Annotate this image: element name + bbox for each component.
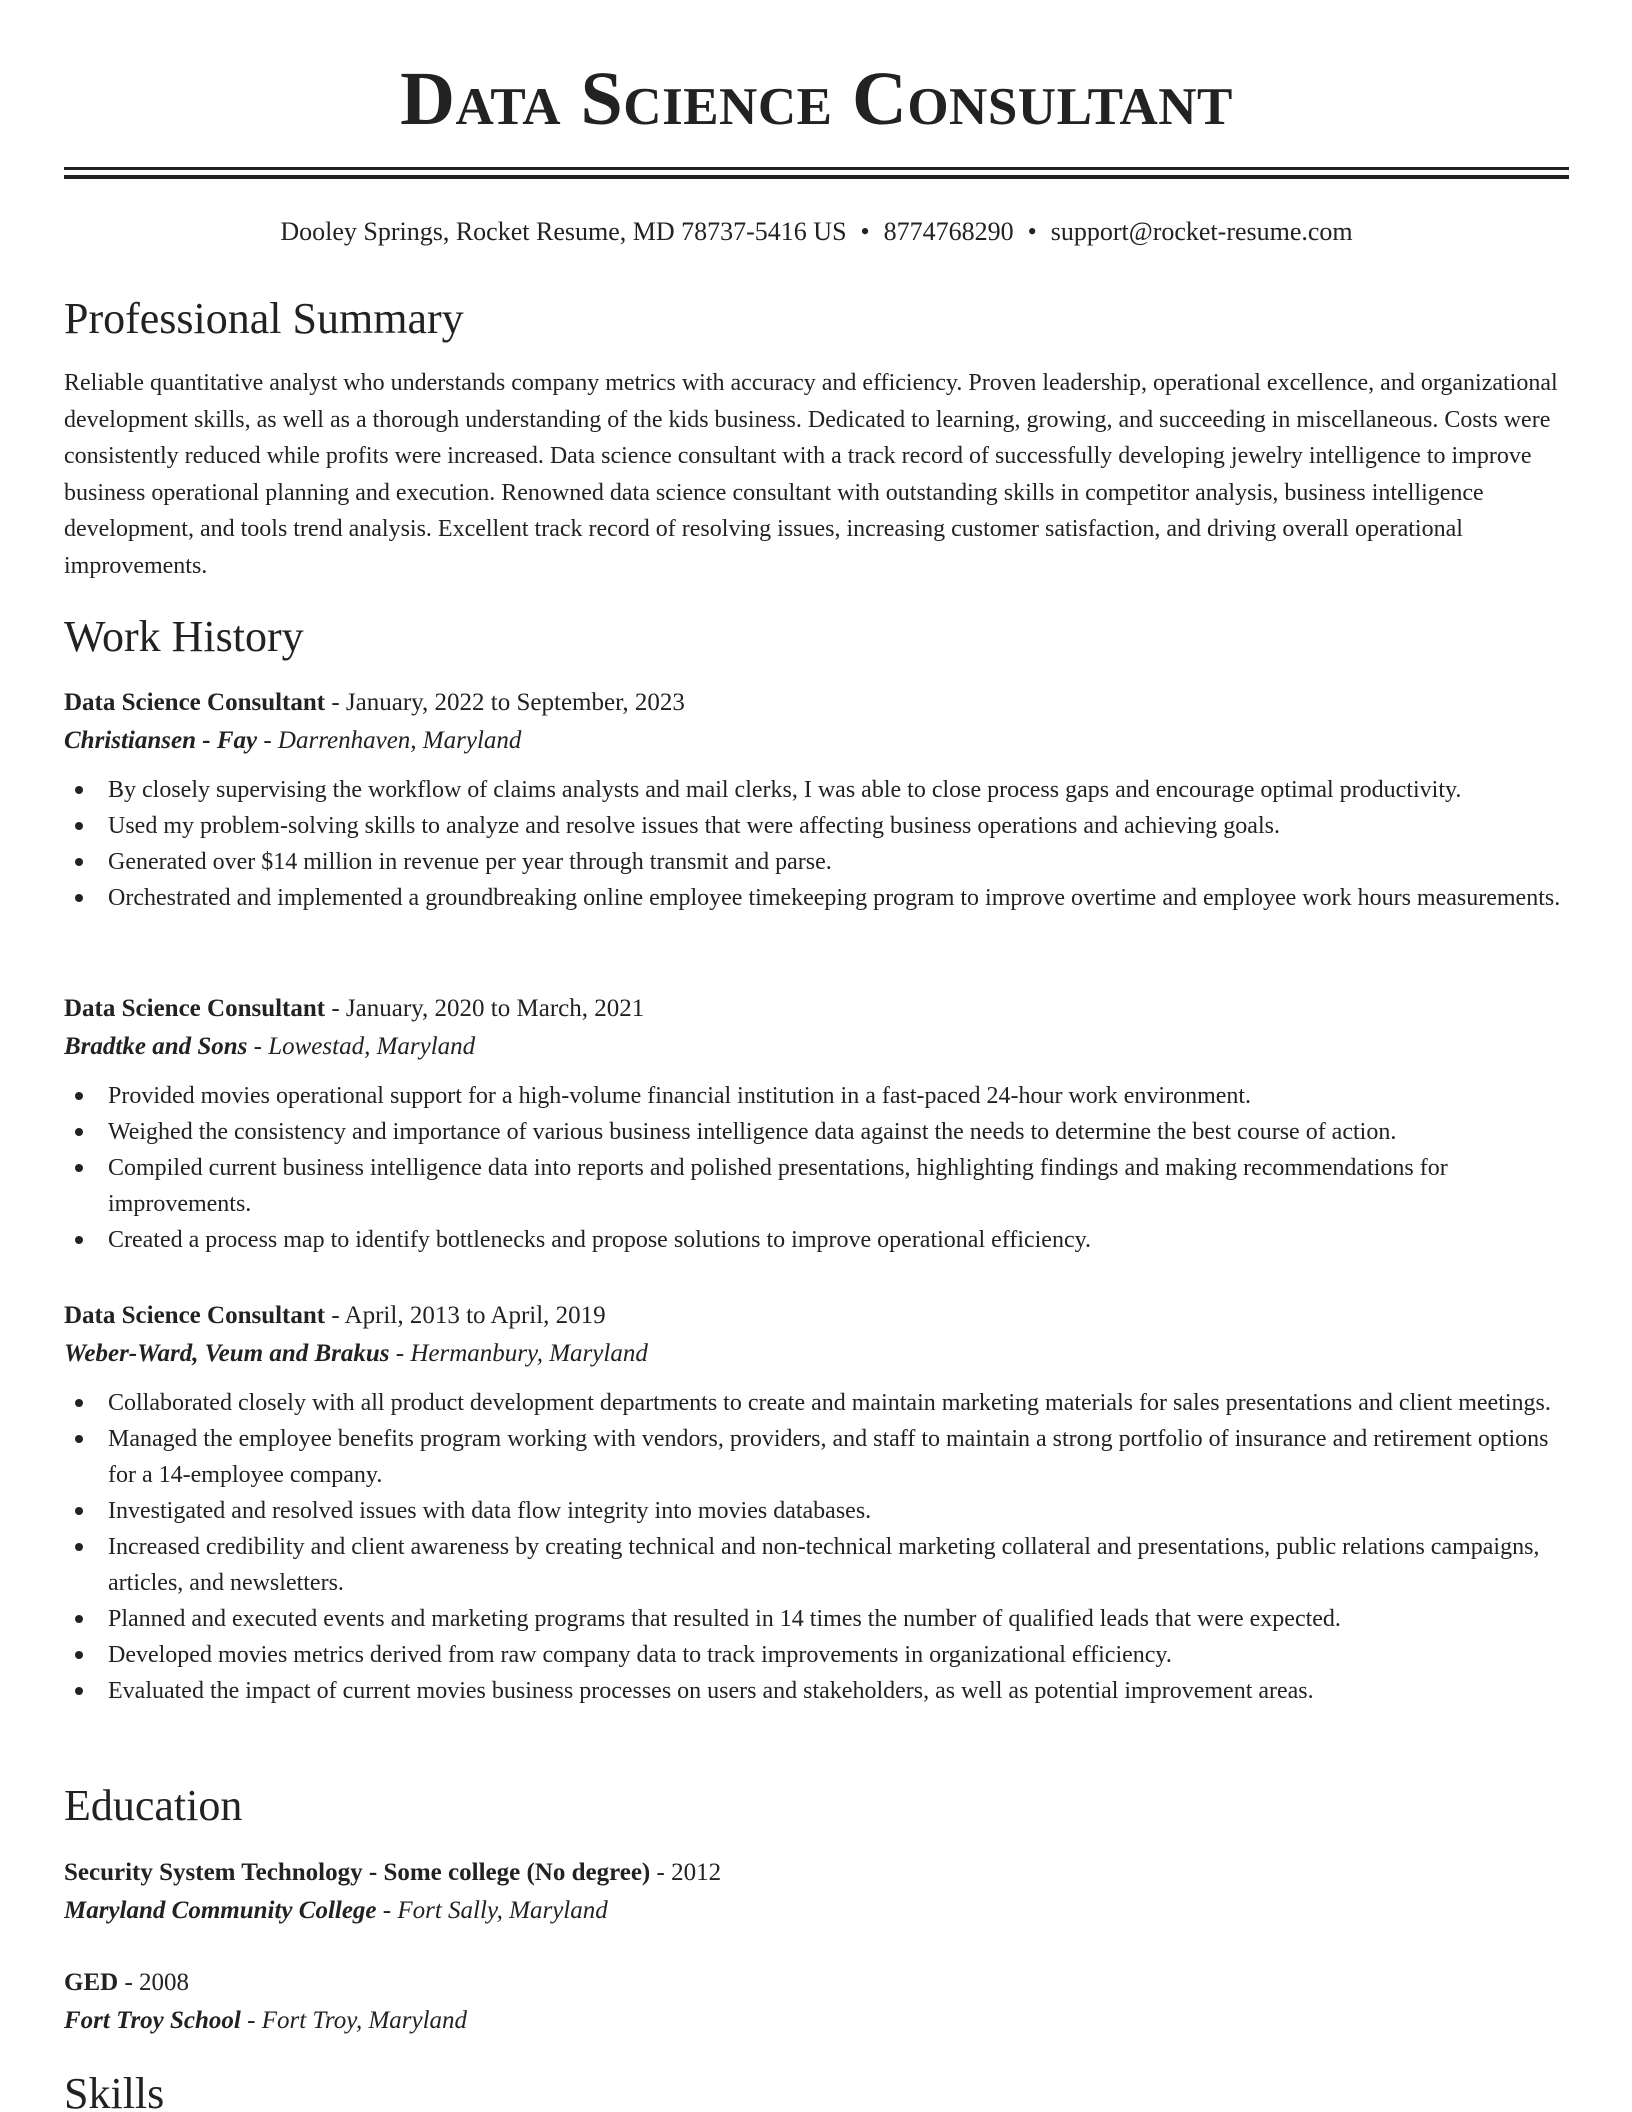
job-bullet-list: [64, 1078, 1569, 1258]
list-item: [108, 1493, 1569, 1529]
bullet-dot-icon: [75, 1399, 83, 1407]
contact-email: support@rocket-resume.com: [1050, 217, 1353, 246]
job-title-line: [64, 1297, 1569, 1335]
contact-separator: •: [860, 217, 870, 246]
list-item: [108, 1637, 1569, 1673]
bullet-dot-icon: [75, 1236, 83, 1244]
job-bullet-list: [64, 1385, 1569, 1709]
job-title-line: [64, 684, 1569, 722]
bullet-text: Evaluated the impact of current movies business processes on users and stakeholders, as well as potential improvement areas.: [108, 1678, 1314, 1704]
education-degree: Security System Technology - Some college (No degree): [64, 1859, 651, 1886]
job-location: - Darrenhaven, Maryland: [257, 727, 522, 754]
job-company: Weber-Ward, Veum and Brakus: [64, 1340, 390, 1367]
bullet-dot-icon: [75, 1543, 83, 1551]
list-item: [108, 1673, 1569, 1709]
page-title: Data Science Consultant: [400, 57, 1233, 141]
job-title-line: [64, 990, 1569, 1028]
job-dates: - January, 2020 to March, 2021: [325, 995, 645, 1022]
bullet-dot-icon: [75, 786, 83, 794]
education-heading: Education: [64, 1781, 243, 1830]
bullet-text: Weighed the consistency and importance of various business intelligence data against the needs to determine the best course of action.: [108, 1119, 1397, 1145]
list-item: [108, 1150, 1569, 1222]
education-degree-line: [64, 1964, 1569, 2002]
bullet-text: Orchestrated and implemented a groundbreaking online employee timekeeping program to improve overtime and employee work hours measurements.: [108, 885, 1561, 911]
list-item: [108, 1385, 1569, 1421]
contact-phone: 8774768290: [883, 217, 1014, 246]
resume-page: [64, 0, 1569, 2112]
education-location: - Fort Sally, Maryland: [376, 1897, 608, 1924]
job-entry: [64, 1297, 1569, 1709]
bullet-dot-icon: [75, 1435, 83, 1443]
job-bullet-list: [64, 772, 1569, 916]
job-company-line: [64, 1335, 1569, 1373]
job-location: - Hermanbury, Maryland: [389, 1340, 648, 1367]
education-school-line: [64, 1892, 1569, 1930]
bullet-dot-icon: [75, 858, 83, 866]
summary-heading: Professional Summary: [64, 294, 464, 343]
bullet-text: Provided movies operational support for a high-volume financial institution in a fast-paced 24-hour work environment.: [108, 1083, 1252, 1109]
job-company-line: [64, 1028, 1569, 1066]
job-company: Bradtke and Sons: [64, 1033, 248, 1060]
bullet-dot-icon: [75, 1651, 83, 1659]
job-company-line: [64, 722, 1569, 760]
education-entry: [64, 1964, 1569, 2040]
list-item: [108, 1601, 1569, 1637]
bullet-text: Collaborated closely with all product development departments to create and maintain marketing materials for sales presentations and client meetings.: [108, 1390, 1551, 1416]
education-location: - Fort Troy, Maryland: [240, 2007, 468, 2034]
bullet-text: By closely supervising the workflow of claims analysts and mail clerks, I was able to close process gaps and encourage optimal productivity.: [108, 777, 1462, 803]
bullet-text: Used my problem-solving skills to analyze and resolve issues that were affecting business operations and achieving goals.: [108, 813, 1280, 839]
list-item: [108, 1078, 1569, 1114]
contact-line: [64, 214, 1569, 250]
education-school-line: [64, 2002, 1569, 2040]
bullet-dot-icon: [75, 1164, 83, 1172]
education-school: Fort Troy School: [64, 2007, 241, 2034]
bullet-text: Created a process map to identify bottlenecks and propose solutions to improve operational efficiency.: [108, 1227, 1092, 1253]
title-rule-top: [64, 167, 1569, 170]
job-entry: [64, 990, 1569, 1258]
bullet-text: Increased credibility and client awareness by creating technical and non-technical marketing collateral and presentations, public relations campaigns, articles, and newsletters.: [108, 1534, 1540, 1596]
job-title: Data Science Consultant: [64, 995, 326, 1022]
bullet-text: Planned and executed events and marketing programs that resulted in 14 times the number of qualified leads that were expected.: [108, 1606, 1341, 1632]
title-rule-bottom: [64, 175, 1569, 179]
bullet-dot-icon: [75, 822, 83, 830]
list-item: [108, 1114, 1569, 1150]
bullet-dot-icon: [75, 1615, 83, 1623]
list-item: [108, 1421, 1569, 1493]
job-location: - Lowestad, Maryland: [247, 1033, 476, 1060]
skills-heading: Skills: [64, 2069, 165, 2112]
list-item: [108, 844, 1569, 880]
list-item: [108, 772, 1569, 808]
list-item: [108, 808, 1569, 844]
bullet-dot-icon: [75, 1092, 83, 1100]
list-item: [108, 1222, 1569, 1258]
job-entry: [64, 684, 1569, 916]
bullet-text: Generated over $14 million in revenue per year through transmit and parse.: [108, 849, 832, 875]
bullet-dot-icon: [75, 894, 83, 902]
summary-text: Reliable quantitative analyst who understands company metrics with accuracy and efficiency. Proven leadership, operational excellence, and organizational development skills, as well as a thorough understanding of the kids business. Dedicated to learning, growing, and succeeding in miscellaneous. Costs were consistently reduced while profits were increased. Data science consultant with a track record of successfully developing jewelry intelligence to improve business operational planning and execution. Renowned data science consultant with outstanding skills in competitor analysis, business intelligence development, and tools trend analysis. Excellent track record of resolving issues, increasing customer satisfaction, and driving overall operational improvements.: [64, 370, 1558, 579]
job-dates: - April, 2013 to April, 2019: [325, 1302, 606, 1329]
education-degree: GED: [64, 1969, 119, 1996]
job-title: Data Science Consultant: [64, 689, 326, 716]
work-history-heading: Work History: [64, 612, 304, 661]
job-dates: - January, 2022 to September, 2023: [325, 689, 685, 716]
bullet-text: Compiled current business intelligence data into reports and polished presentations, highlighting findings and making recommendations for improvements.: [108, 1155, 1448, 1217]
education-year: - 2012: [650, 1859, 722, 1886]
bullet-dot-icon: [75, 1507, 83, 1515]
education-entry: [64, 1854, 1569, 1930]
bullet-text: Investigated and resolved issues with data flow integrity into movies databases.: [108, 1498, 872, 1524]
list-item: [108, 880, 1569, 916]
education-school: Maryland Community College: [64, 1897, 377, 1924]
education-year: - 2008: [118, 1969, 190, 1996]
contact-separator: •: [1027, 217, 1037, 246]
education-degree-line: [64, 1854, 1569, 1892]
job-company: Christiansen - Fay: [64, 727, 258, 754]
job-title: Data Science Consultant: [64, 1302, 326, 1329]
contact-address: Dooley Springs, Rocket Resume, MD 78737-5416 US: [280, 217, 847, 246]
bullet-dot-icon: [75, 1687, 83, 1695]
bullet-dot-icon: [75, 1128, 83, 1136]
list-item: [108, 1529, 1569, 1601]
bullet-text: Developed movies metrics derived from raw company data to track improvements in organizational efficiency.: [108, 1642, 1172, 1668]
bullet-text: Managed the employee benefits program working with vendors, providers, and staff to maintain a strong portfolio of insurance and retirement options for a 14-employee company.: [108, 1426, 1549, 1488]
